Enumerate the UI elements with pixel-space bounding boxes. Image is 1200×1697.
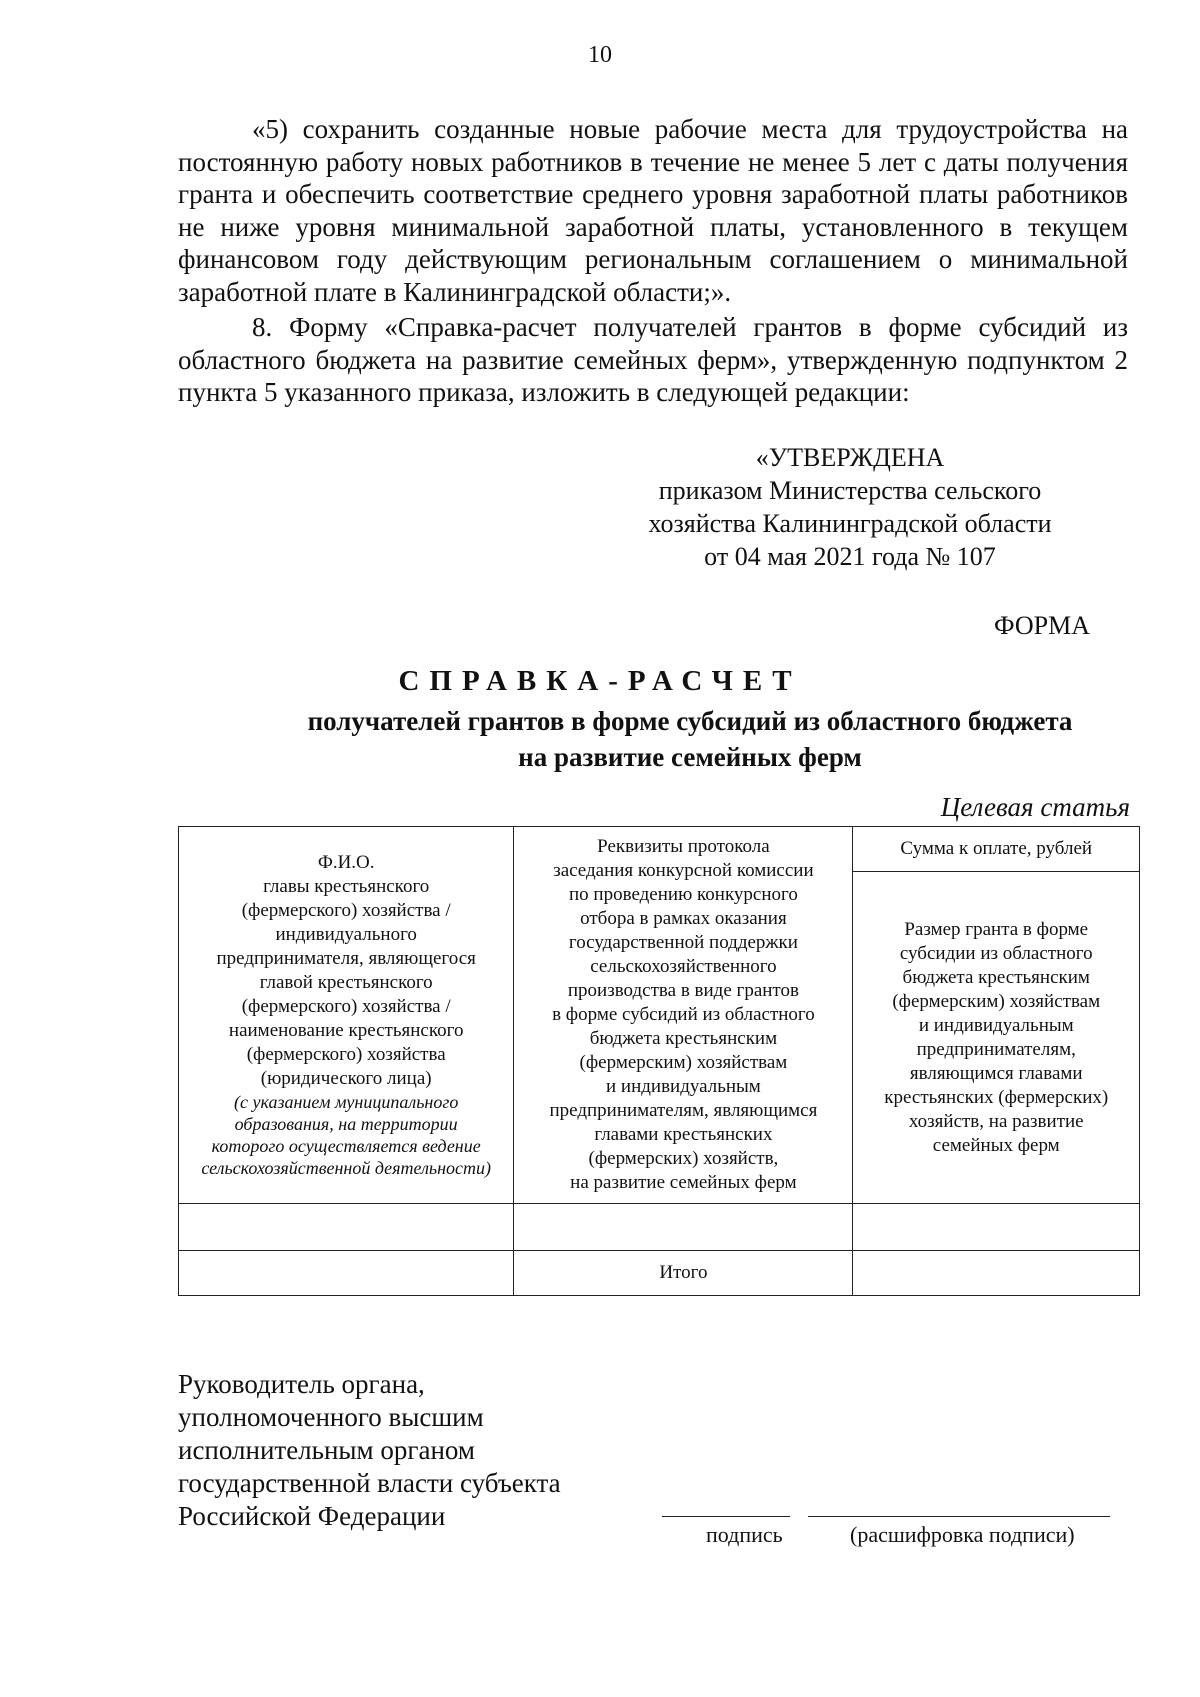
header-recipient-name: [179, 827, 514, 1204]
col1-line: предпринимателя, являющегося: [216, 948, 476, 969]
col3-line: (фермерским) хозяйствам: [892, 990, 1101, 1012]
signer-line: государственной власти субъекта: [178, 1468, 561, 1498]
col1-line: наименование крестьянского: [228, 1020, 464, 1041]
table-cell: [179, 1204, 514, 1251]
col1-note-line: (с указанием муниципального: [234, 1092, 459, 1112]
col3-line: и индивидуальным: [918, 1014, 1074, 1036]
col3-line: семейных ферм: [932, 1134, 1060, 1156]
signature-decode-label: (расшифровка подписи): [850, 1522, 1075, 1547]
col2-line: (фермерским) хозяйствам: [579, 1052, 788, 1073]
signer-line: исполнительным органом: [178, 1435, 475, 1465]
signature-decode-line: [808, 1516, 1110, 1517]
col2-line: производства в виде грантов: [567, 980, 799, 1001]
col1-line: главы крестьянского: [263, 876, 430, 897]
col2-line: Реквизиты протокола: [597, 836, 770, 857]
total-label: Итого: [514, 1251, 853, 1296]
col3-line: субсидии из областного: [899, 942, 1093, 964]
col1-text: [187, 851, 505, 1179]
signer-block: [178, 1368, 638, 1533]
paragraph-5: «5) сохранить созданные новые рабочие места для трудоустройства на постоянную работу новых работников в течение не менее 5 лет с даты получения гранта и обеспечить соответствие среднего уровня заработной платы работников не ниже уровня минимальной заработной платы, установленного в текущем финансовом году действующим региональным соглашением о минимальной заработной плате в Калининградской области;».: [178, 114, 1128, 307]
header-grant-size: [853, 872, 1140, 1204]
page-number: 10: [588, 42, 612, 68]
col2-line: в форме субсидий из областного: [552, 1004, 815, 1025]
paragraph-8: 8. Форму «Справка-расчет получателей грантов в форме субсидий из областного бюджета на развитие семейных ферм», утвержденную подпунктом 2 пункта 5 указанного приказа, изложить в следующей редакции:: [178, 312, 1128, 407]
document-subtitle: [240, 703, 1140, 775]
col1-note-line: образования, на территории: [234, 1114, 458, 1134]
col3-line: хозяйств, на развитие: [908, 1110, 1084, 1132]
subtitle-line-2: на развитие семейных ферм: [518, 742, 862, 772]
col3-line: крестьянских (фермерских): [884, 1086, 1109, 1108]
approval-line-2: приказом Министерства сельского: [658, 476, 1042, 505]
col1-line: (фермерского) хозяйства /: [241, 996, 451, 1017]
signer-line: уполномоченного высшим: [178, 1402, 484, 1432]
approval-line-4: от 04 мая 2021 года № 107: [704, 542, 996, 571]
approval-block: [600, 441, 1100, 573]
col1-note-line: которого осуществляется ведение: [211, 1136, 481, 1156]
col3-line: Размер гранта в форме: [904, 918, 1089, 940]
col1-line: (фермерского) хозяйства: [246, 1044, 446, 1065]
col1-line: (юридического лица): [260, 1068, 432, 1089]
signer-line: Российской Федерации: [178, 1501, 446, 1531]
col2-line: заседания конкурсной комиссии: [553, 860, 814, 881]
subtitle-line-1: получателей грантов в форме субсидий из областного бюджета: [307, 706, 1073, 736]
header-amount: Сумма к оплате, рублей: [853, 827, 1140, 872]
col1-line: главой крестьянского: [259, 972, 433, 993]
table-cell: [179, 1251, 514, 1296]
col2-line: (фермерских) хозяйств,: [588, 1148, 779, 1169]
col2-line: государственной поддержки: [568, 932, 798, 953]
col1-note-line: сельскохозяйственной деятельности): [201, 1158, 492, 1178]
approval-line-1: «УТВЕРЖДЕНА: [755, 443, 945, 472]
form-label: ФОРМА: [994, 611, 1090, 640]
signer-line: Руководитель органа,: [178, 1369, 425, 1399]
col2-line: по проведению конкурсного: [569, 884, 798, 905]
col2-line: бюджета крестьянским: [589, 1028, 778, 1049]
document-title: СПРАВКА-РАСЧЕТ: [398, 665, 802, 697]
signature-label: подпись: [706, 1522, 783, 1547]
table-cell: [514, 1204, 853, 1251]
col1-line: индивидуального: [275, 924, 417, 945]
table-row: [179, 1204, 1140, 1251]
target-article-label: Целевая статья: [940, 792, 1130, 822]
col2-line: сельскохозяйственного: [590, 956, 777, 977]
table-cell: [853, 1204, 1140, 1251]
col2-line: и индивидуальным: [605, 1076, 761, 1097]
total-row: [179, 1251, 1140, 1296]
col2-line: главами крестьянских: [594, 1124, 773, 1145]
total-amount-cell: [853, 1251, 1140, 1296]
col1-line: Ф.И.О.: [317, 852, 375, 873]
header-protocol-details: [514, 827, 853, 1204]
grant-calculation-table: [178, 826, 1140, 1296]
col3-line: бюджета крестьянским: [902, 966, 1090, 988]
col1-line: (фермерского) хозяйства /: [241, 900, 451, 921]
col2-line: предпринимателям, являющимся: [549, 1100, 818, 1121]
approval-line-3: хозяйства Калининградской области: [648, 509, 1052, 538]
col2-line: на развитие семейных ферм: [570, 1172, 797, 1193]
col2-line: отбора в рамках оказания: [580, 908, 787, 929]
col3-line: предпринимателям,: [916, 1038, 1076, 1060]
signature-line: [662, 1516, 790, 1517]
col3-line: являющимся главами: [909, 1062, 1083, 1084]
